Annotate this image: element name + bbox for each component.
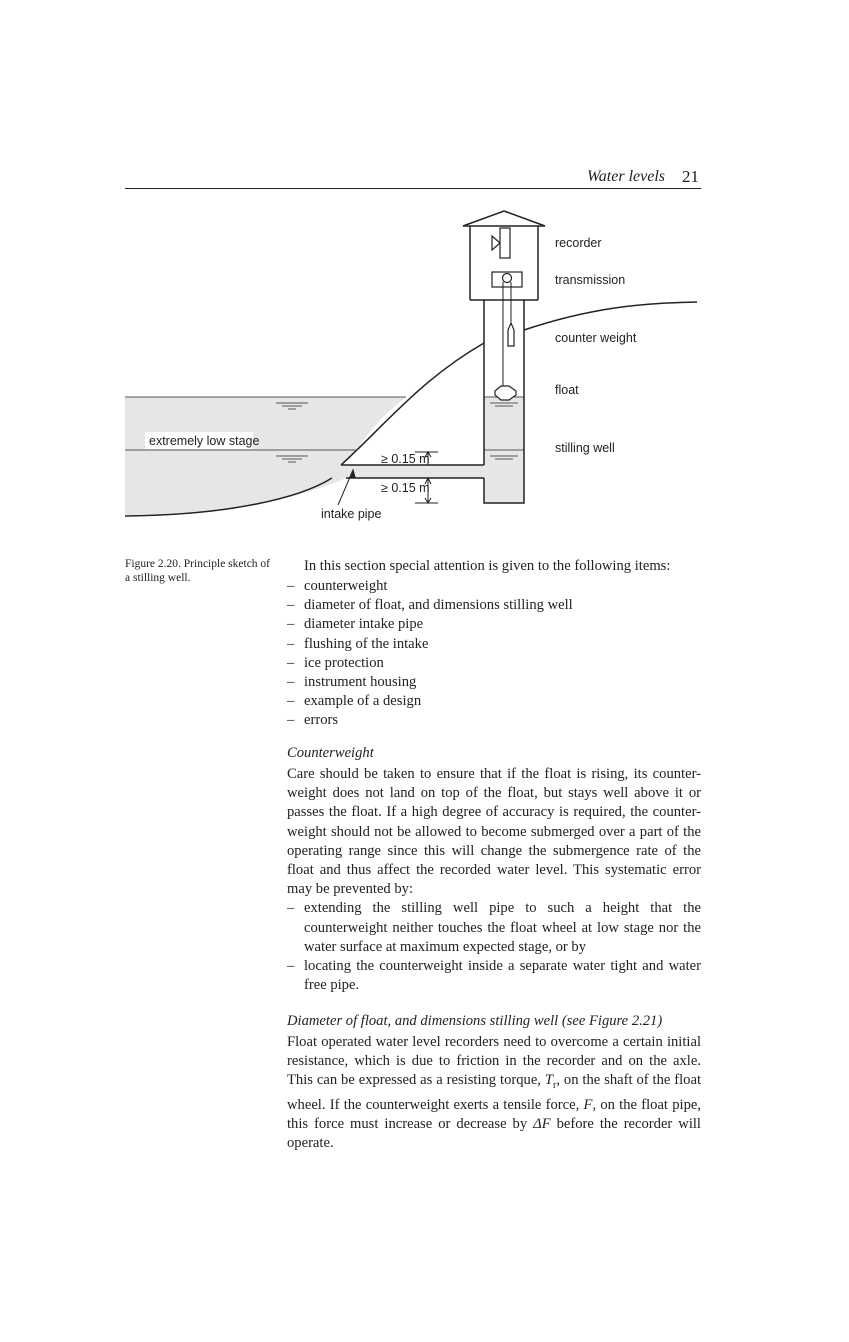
label-stilling-well: stilling well: [555, 441, 615, 455]
label-transmission: transmission: [555, 273, 626, 287]
label-float: float: [555, 383, 579, 397]
label-extremely-low-stage: extremely low stage: [149, 434, 260, 448]
symbol-torque: T: [544, 1072, 553, 1089]
label-intake-pipe: intake pipe: [321, 507, 382, 521]
label-dimension-lower: ≥ 0.15 m: [381, 481, 430, 495]
stilling-well-figure: [0, 0, 849, 530]
recorder-icon: [492, 228, 510, 258]
page-number: 21: [682, 167, 699, 186]
label-counter-weight: counter weight: [555, 331, 637, 345]
list-item: – instrument housing: [287, 673, 573, 692]
list-item: – ice protection: [287, 654, 573, 673]
topic-list: [287, 577, 573, 731]
figure-caption: Figure 2.20. Principle sketch of a stilling well.: [125, 558, 271, 584]
counterweight-section: [287, 765, 701, 995]
diameter-heading: Diameter of float, and dimensions stilling well (see Figure 2.21): [287, 1013, 663, 1029]
counterweight-paragraph: Care should be taken to ensure that if the float is rising, its counter-weight does not land on top of the float, but stays well above it or passes the float. If a high degree of accuracy is required, the counter-weight should not be allowed to become submerged over a part of the operating range since this will change the submergence rate of the float and thus affect the recorded water level. This systematic error may be prevented by:: [287, 766, 701, 898]
label-dimension-upper: ≥ 0.15 m: [381, 452, 430, 466]
list-item: – locating the counterweight inside a separate water tight and water free pipe.: [287, 957, 701, 995]
section-title: Water levels: [586, 168, 665, 185]
counterweight-icon: [508, 323, 514, 346]
list-item: – errors: [287, 711, 573, 730]
counterweight-heading: Counterweight: [287, 745, 374, 761]
list-item: – example of a design: [287, 692, 573, 711]
diameter-paragraph: Float operated water level recorders need to overcome a certain initial resistance, which is due to friction in the recorder and on the axle. This can be expressed as a resisting torque, $T_r$, on the shaft of the float wheel. If the counterweight exerts a tensile force, F, on the float pipe, this force must increase or decrease by ΔF before the recorder will operate.: [287, 1034, 702, 1151]
label-recorder: recorder: [555, 236, 602, 250]
float-icon: [495, 386, 516, 400]
list-item: – diameter intake pipe: [287, 615, 573, 634]
symbol-subscript: r: [553, 1080, 557, 1092]
intro-text: In this section special attention is given to the following items:: [304, 558, 671, 574]
list-item: – flushing of the intake: [287, 635, 573, 654]
counterweight-bullets: [287, 899, 701, 995]
ground-right: [524, 302, 697, 330]
list-item: – extending the stilling well pipe to such a height that the counterweight neither touches the float wheel at low stage nor the water surface at maximum expected stage, or by: [287, 899, 701, 957]
diameter-section: [287, 1033, 701, 1153]
list-item: – counterweight: [287, 577, 573, 596]
list-item: – diameter of float, and dimensions stilling well: [287, 596, 573, 615]
symbol-force: F: [583, 1096, 593, 1113]
symbol-delta-force: ΔF: [533, 1115, 551, 1132]
transmission-icon: [492, 272, 522, 287]
